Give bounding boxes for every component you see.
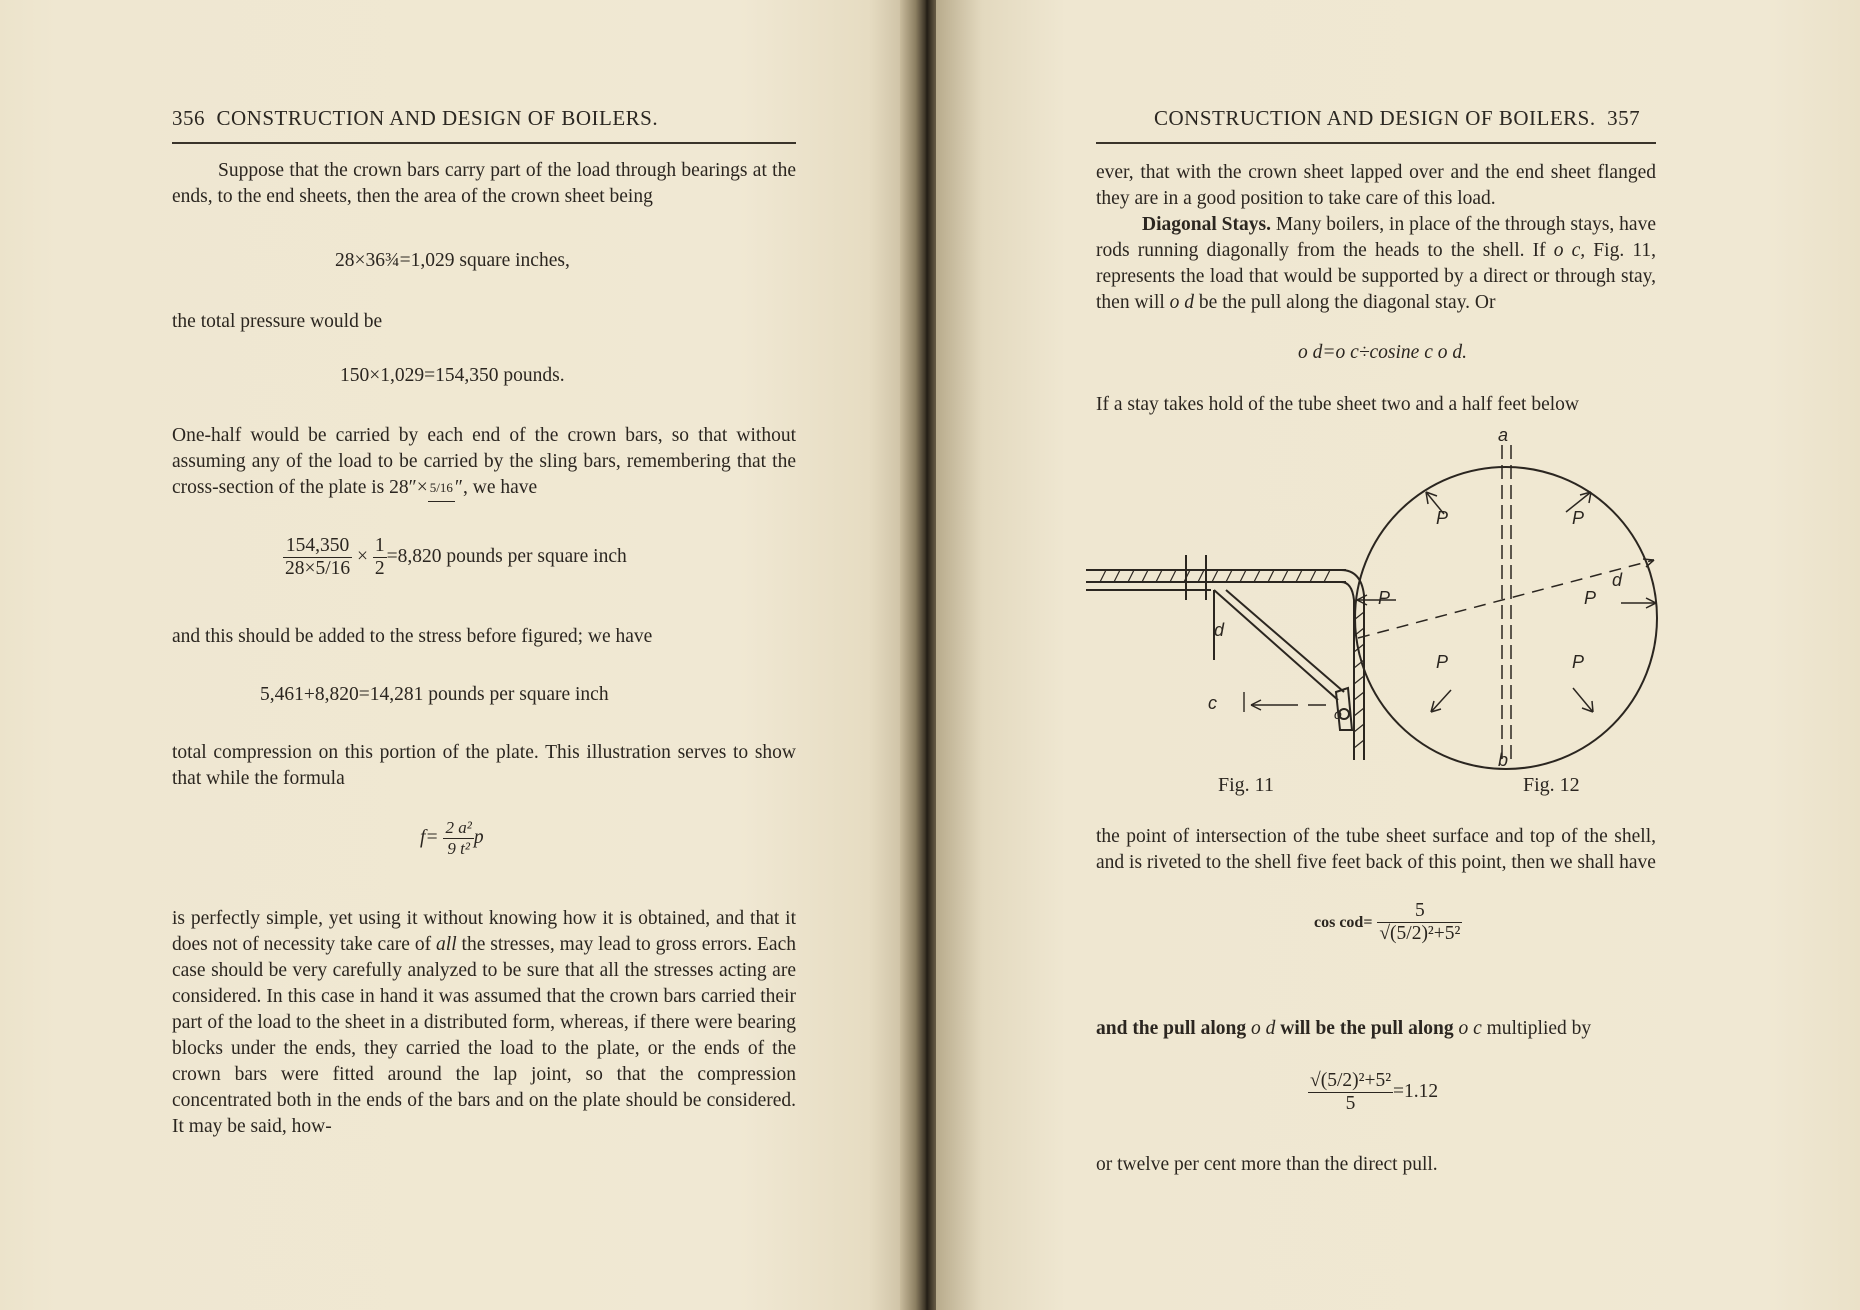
right-para-2: Diagonal Stays. Many boilers, in place of the through stays, have rods running diagonally from the heads to the shell. If o c, Fig. 11, represents the load that would be supported by a direct or through stay, then will o d be the pull along the diagonal stay. Or	[1096, 214, 1656, 313]
left-eq-2: 150×1,029=154,350 pounds.	[340, 365, 565, 386]
left-running-head-title: CONSTRUCTION AND DESIGN OF BOILERS.	[216, 106, 659, 130]
left-para-6: is perfectly simple, yet using it without knowing how it is obtained, and that it does not of necessity take care of all the stresses, may lead to gross errors. Each case should be very carefully analyzed to be sure that all the stresses acting are considered. In this case in hand it was assumed that the crown bars carried their part of the load to the sheet in a distributed form, whereas, if there were bearing blocks under the ends, they carried the load to the plate, or the ends of the crown bars were fitted around the lap joint, so that the compression concentrated both in the ends of the bars and on the plate should be considered. It may be said, how-	[172, 908, 796, 1137]
left-page-number: 356	[172, 106, 205, 130]
fig11-caption: Fig. 11	[1218, 774, 1274, 796]
left-para-3-a: One-half would be carried by each end of the crown bars, so that without assuming any of the load to be carried by the sling bars, remembering that the cross-section of the plate is 28″×	[172, 425, 796, 498]
left-para-4: and this should be added to the stress before figured; we have	[172, 626, 653, 647]
right-para-3: If a stay takes hold of the tube sheet two and a half feet below	[1096, 394, 1579, 415]
left-para-2: the total pressure would be	[172, 311, 383, 332]
right-eq-2-fraction: $\frac{5}{\text{√(5/2)²+5²}}$	[1379, 900, 1461, 944]
left-header-rule	[172, 142, 796, 144]
left-formula-p: p	[473, 826, 484, 848]
fig12-caption: Fig. 12	[1523, 774, 1580, 796]
right-running-head	[1154, 106, 1640, 131]
right-para-6: or twelve per cent more than the direct pull.	[1096, 1154, 1438, 1175]
fig12-label-p: P	[1572, 652, 1585, 672]
left-running-head	[172, 106, 658, 131]
left-para-3-fraction: 5/16	[428, 475, 455, 502]
fig12-label-p: P	[1572, 508, 1585, 528]
right-eq-3	[1308, 1070, 1438, 1115]
left-para-3	[172, 423, 796, 502]
left-formula	[420, 818, 484, 859]
left-formula-f: f=	[420, 826, 439, 848]
fig12-label-p: P	[1584, 588, 1597, 608]
fig12-label-d: d	[1612, 570, 1623, 590]
right-eq-2-label: cos cod=	[1314, 913, 1373, 931]
fig12-circle	[1355, 467, 1657, 769]
left-page	[0, 0, 924, 1310]
left-eq-3-result: =8,820 pounds per square inch	[386, 545, 627, 567]
right-page-number: 357	[1607, 106, 1641, 130]
right-eq-1: o d=o c÷cosine c o d.	[1298, 342, 1467, 363]
fig11-hatching	[1100, 570, 1364, 748]
fig12-diagonal	[1358, 560, 1654, 638]
left-para-3-b: ″, we have	[454, 477, 538, 498]
left-eq-4: 5,461+8,820=14,281 pounds per square inch	[260, 684, 609, 705]
left-eq-1: 28×36¾=1,029 square inches,	[335, 250, 570, 271]
fig11-load-arrow	[1244, 692, 1326, 712]
fig12-label-p: P	[1436, 508, 1449, 528]
fig11-rivets	[1186, 555, 1206, 600]
left-formula-fraction: $\frac{\text{2 a²}}{\text{9 t²}}$	[445, 818, 472, 858]
right-para-1: ever, that with the crown sheet lapped over and the end sheet flanged they are in a good position to take care of this load.	[1096, 162, 1656, 209]
fig11-label-d: d	[1214, 620, 1225, 640]
right-eq-2	[1314, 900, 1462, 945]
left-eq-3-half-fraction: $\frac{1}{2}$	[374, 535, 385, 579]
fig12-label-p: P	[1436, 652, 1449, 672]
left-eq-3	[283, 535, 627, 580]
left-eq-3-times: ×	[357, 545, 369, 567]
figures-11-12	[1086, 430, 1666, 770]
fig12-label-b: b	[1498, 750, 1509, 770]
left-eq-3-main-fraction: $\frac{154,350}{28\times 5/16}$	[285, 535, 351, 579]
right-eq-3-result: =1.12	[1393, 1080, 1439, 1102]
fig11-label-o: o	[1334, 706, 1342, 722]
left-para-5: total compression on this portion of the plate. This illustration serves to show that while the formula	[172, 742, 796, 789]
right-page	[936, 0, 1860, 1310]
fig12-pressure-arrows	[1357, 492, 1656, 712]
fig11-label-c: c	[1208, 693, 1217, 713]
fig12-vertical-axis	[1502, 445, 1511, 760]
right-para-5: and the pull along o d will be the pull along o c multiplied by	[1096, 1018, 1592, 1039]
fig12-label-p: P	[1378, 588, 1391, 608]
right-header-rule	[1096, 142, 1656, 144]
left-para-1: Suppose that the crown bars carry part of the load through bearings at the ends, to the end sheets, then the area of the crown sheet being	[172, 160, 796, 207]
fig11-diagonal-stay	[1214, 590, 1352, 730]
right-running-head-title: CONSTRUCTION AND DESIGN OF BOILERS.	[1154, 106, 1596, 130]
left-para-6-emphasis: all	[436, 934, 457, 955]
fig12-label-a: a	[1498, 425, 1509, 445]
right-para-2-heading: Diagonal Stays.	[1142, 214, 1271, 235]
right-para-4: the point of intersection of the tube sheet surface and top of the shell, and is riveted to the shell five feet back of this point, then we shall have	[1096, 826, 1656, 873]
right-eq-3-fraction: $\frac{\text{√(5/2)²+5²}}{5}$	[1310, 1070, 1392, 1114]
